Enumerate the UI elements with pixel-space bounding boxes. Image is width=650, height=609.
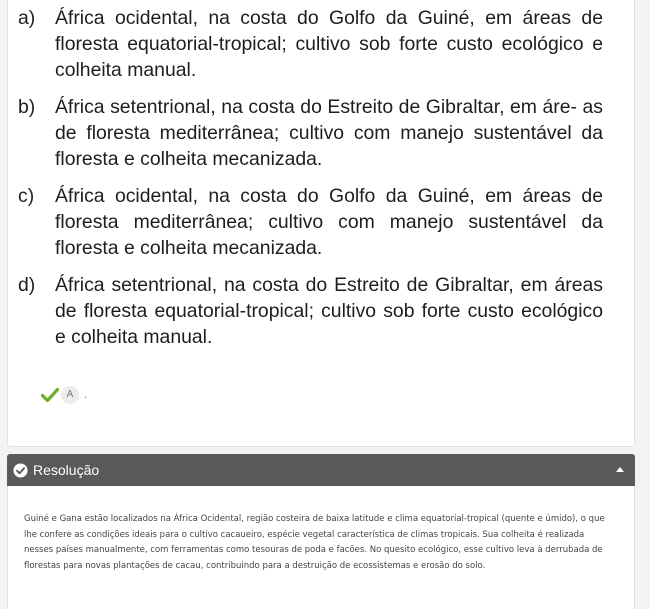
option-d — [18, 272, 603, 350]
option-letter: b) — [18, 96, 36, 118]
resolution-text: Guiné e Gana estão localizados na África Ocidental, região costeira de baixa latitude e clima equatorial-tropical (quente e úmido), o que lhe confere as condições ideais para o cultivo cacaueiro, espécie vegetal característica de climas tropicais. Sua colheita é realizada nesses países manualmente, com ferramentas como tesouras de poda e facões. No quesito ecológico, esse cultivo leva à derrubada de florestas para novas plantações de cacau, contribuindo para a destruição de ecossistemas e erosão do solo. — [24, 514, 605, 571]
option-letter: a) — [18, 7, 36, 29]
option-text: África setentrional, na costa do Estreito de Gibraltar, em áreas de floresta equatorial-tropical; cultivo sob forte custo ecológico e colheita manual. — [55, 274, 603, 348]
resolution-panel — [7, 486, 635, 609]
resolution-title: Resolução — [33, 462, 100, 478]
option-letter: d) — [18, 274, 36, 296]
check-icon — [41, 387, 59, 403]
option-letter: c) — [18, 185, 35, 207]
option-a — [18, 5, 603, 83]
option-text: África ocidental, na costa do Golfo da Guiné, em áreas de floresta mediterrânea; cultivo com manejo sustentável da floresta e colheita mecanizada. — [55, 185, 603, 259]
option-c — [18, 183, 603, 261]
answer-badge: A — [61, 386, 79, 404]
answer-suffix: . — [84, 389, 88, 401]
caret-up-icon[interactable] — [616, 467, 624, 472]
correct-answer — [41, 385, 87, 405]
option-text: África ocidental, na costa do Golfo da Guiné, em áreas de floresta equatorial-tropical; cultivo sob forte custo ecológico e colheita manual. — [55, 7, 603, 81]
resolution-toggle[interactable] — [7, 454, 635, 486]
option-text: África setentrional, na costa do Estreito de Gibraltar, em áre- as de floresta mediterrânea; cultivo com manejo sustentável da floresta e colheita mecanizada. — [55, 96, 603, 170]
option-b — [18, 94, 603, 172]
check-circle-icon — [13, 463, 28, 478]
question-card — [7, 0, 635, 447]
